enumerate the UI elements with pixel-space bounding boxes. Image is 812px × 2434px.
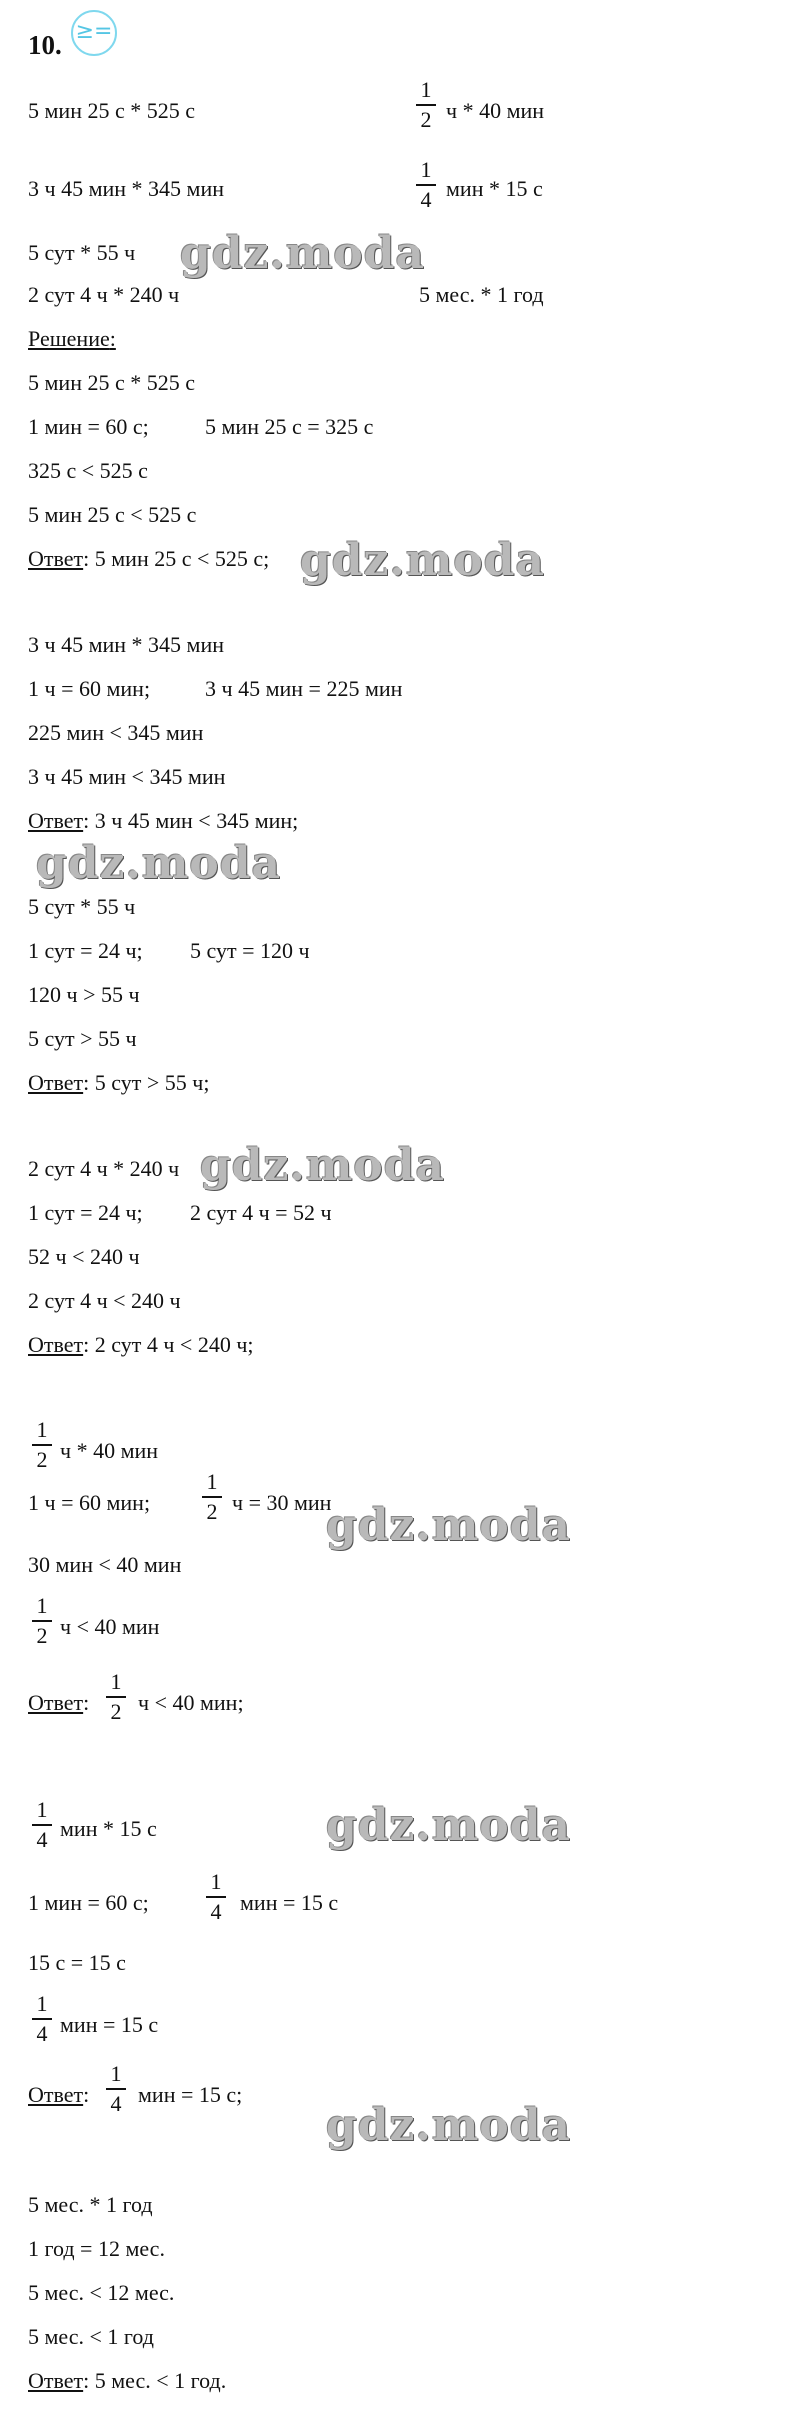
b4-line1: 2 сут 4 ч * 240 ч (28, 1156, 180, 1181)
b2-line2a: 1 ч = 60 мин; (28, 676, 151, 701)
b6-line4: мин = 15 с (60, 2012, 159, 2037)
b3-line1: 5 сут * 55 ч (28, 894, 136, 919)
task-number: 10. (28, 30, 62, 60)
b3-line4: 5 сут > 55 ч (28, 1026, 137, 1051)
task-q5: ч * 40 мин (446, 98, 545, 123)
b1-answer: Ответ: 5 мин 25 с < 525 с; (28, 546, 270, 571)
b5-line3: 30 мин < 40 мин (28, 1552, 182, 1577)
task-q3: 5 сут * 55 ч (28, 240, 136, 265)
b3-answer: Ответ: 5 сут > 55 ч; (28, 1070, 210, 1095)
b5-half-fraction: 1 2 (106, 1670, 126, 1724)
b1-line4: 5 мин 25 с < 525 с (28, 502, 197, 527)
b1-line2a: 1 мин = 60 с; (28, 414, 149, 439)
watermark: gdz.moda (300, 535, 546, 586)
watermark: gdz.moda (180, 228, 426, 279)
b5-line2a: 1 ч = 60 мин; (28, 1490, 151, 1515)
task-q1: 5 мин 25 с * 525 с (28, 98, 195, 123)
b6-line2a: 1 мин = 60 с; (28, 1890, 149, 1915)
watermark: gdz.moda (36, 838, 282, 889)
b7-line2: 1 год = 12 мес. (28, 2236, 165, 2261)
b2-line1: 3 ч 45 мин * 345 мин (28, 632, 225, 657)
b1-line2b: 5 мин 25 с = 325 с (205, 414, 374, 439)
b2-line4: 3 ч 45 мин < 345 мин (28, 764, 226, 789)
b5-answer: Ответ: (28, 1690, 90, 1715)
b6-line1: мин * 15 с (60, 1816, 157, 1841)
b3-line2b: 5 сут = 120 ч (190, 938, 310, 963)
b7-line3: 5 мес. < 12 мес. (28, 2280, 175, 2305)
b6-line2b: мин = 15 с (240, 1890, 339, 1915)
b5-line1: ч * 40 мин (60, 1438, 159, 1463)
solution-label: Решение: (28, 326, 116, 351)
b5-line4: ч < 40 мин (60, 1614, 160, 1639)
task-q2: 3 ч 45 мин * 345 мин (28, 176, 225, 201)
b1-line3: 325 с < 525 с (28, 458, 148, 483)
b6-quarter-fraction: 1 4 (32, 1992, 52, 2046)
b2-line2b: 3 ч 45 мин = 225 мин (205, 676, 403, 701)
b5-half-fraction: 1 2 (32, 1594, 52, 1648)
b6-quarter-fraction: 1 4 (32, 1798, 52, 1852)
b2-line3: 225 мин < 345 мин (28, 720, 204, 745)
b5-half-fraction: 1 2 (32, 1418, 52, 1472)
b6-quarter-fraction: 1 4 (206, 1870, 226, 1924)
watermark: gdz.moda (200, 1140, 446, 1191)
b4-line4: 2 сут 4 ч < 240 ч (28, 1288, 181, 1313)
task-q7: 5 мес. * 1 год (419, 282, 544, 307)
watermark: gdz.moda (326, 1500, 572, 1551)
b6-answer: Ответ: (28, 2082, 90, 2107)
b6-answer-rest: мин = 15 с; (138, 2082, 243, 2107)
watermark: gdz.moda (326, 2100, 572, 2151)
b4-line2a: 1 сут = 24 ч; (28, 1200, 143, 1225)
b7-line4: 5 мес. < 1 год (28, 2324, 154, 2349)
task-q5-fraction: 1 2 (416, 78, 436, 132)
b4-answer: Ответ: 2 сут 4 ч < 240 ч; (28, 1332, 254, 1357)
watermark: gdz.moda (326, 1800, 572, 1851)
b1-line1: 5 мин 25 с * 525 с (28, 370, 195, 395)
task-q4: 2 сут 4 ч * 240 ч (28, 282, 180, 307)
task-q6-fraction: 1 4 (416, 158, 436, 212)
b6-quarter-fraction: 1 4 (106, 2062, 126, 2116)
b5-line2b: ч = 30 мин (232, 1490, 332, 1515)
b3-line2a: 1 сут = 24 ч; (28, 938, 143, 963)
b6-line3: 15 с = 15 с (28, 1950, 126, 1975)
b4-line2b: 2 сут 4 ч = 52 ч (190, 1200, 332, 1225)
b2-answer: Ответ: 3 ч 45 мин < 345 мин; (28, 808, 299, 833)
comparison-badge-icon[interactable]: ≥= (71, 10, 117, 56)
b4-line3: 52 ч < 240 ч (28, 1244, 140, 1269)
b5-answer-rest: ч < 40 мин; (138, 1690, 244, 1715)
b5-half-fraction: 1 2 (202, 1470, 222, 1524)
task-q6: мин * 15 с (446, 176, 543, 201)
b7-answer: Ответ: 5 мес. < 1 год. (28, 2368, 227, 2393)
b3-line3: 120 ч > 55 ч (28, 982, 140, 1007)
b7-line1: 5 мес. * 1 год (28, 2192, 153, 2217)
